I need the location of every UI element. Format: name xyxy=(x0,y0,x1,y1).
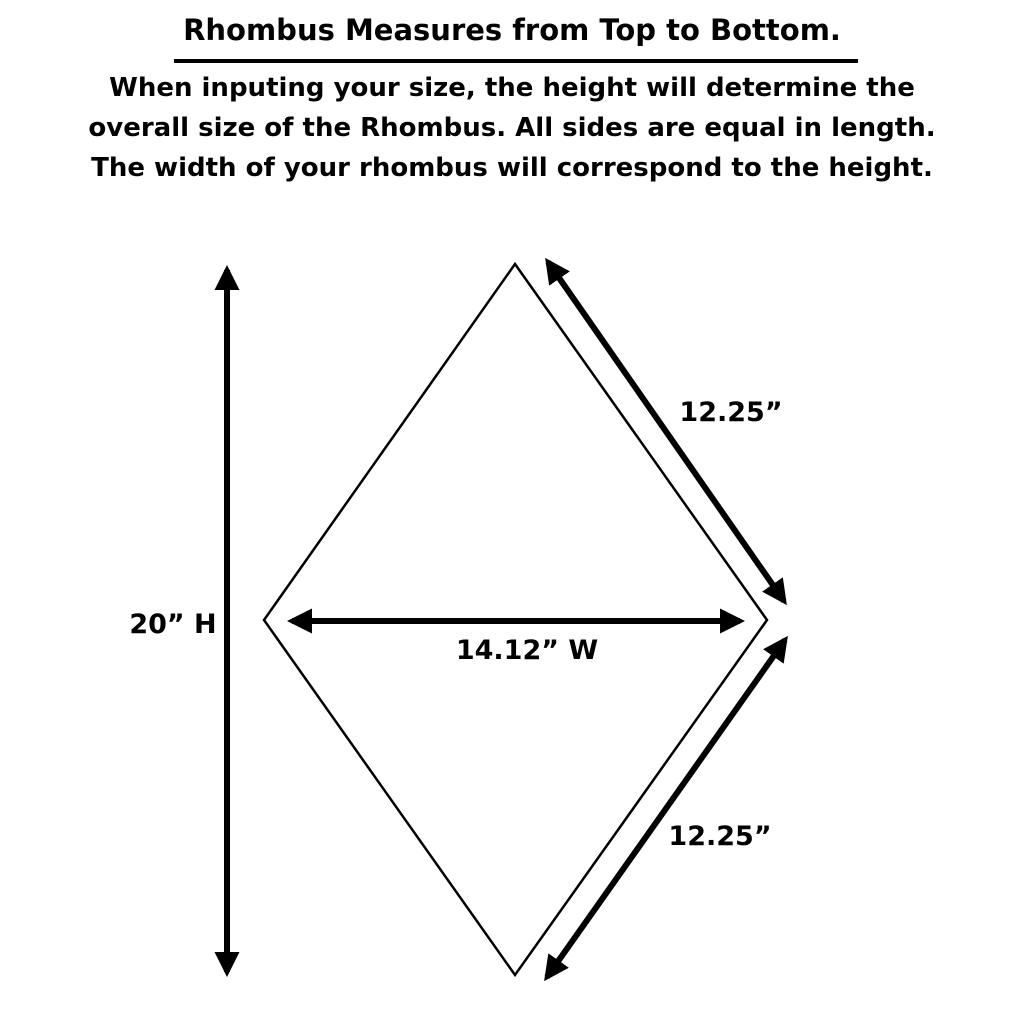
height-label: 20” H xyxy=(129,609,217,640)
description-line-2: overall size of the Rhombus. All sides are equal in length. xyxy=(88,113,936,143)
lower-side-arrow xyxy=(547,640,785,977)
page-title: Rhombus Measures from Top to Bottom. xyxy=(183,13,841,47)
upper-side-label: 12.25” xyxy=(679,397,783,428)
width-label: 14.12” W xyxy=(455,635,599,666)
upper-side-arrow xyxy=(548,262,784,601)
lower-side-label: 12.25” xyxy=(668,821,772,852)
description-line-3: The width of your rhombus will correspond to the height. xyxy=(91,153,933,183)
description-line-1: When inputing your size, the height will determine the xyxy=(109,73,915,103)
